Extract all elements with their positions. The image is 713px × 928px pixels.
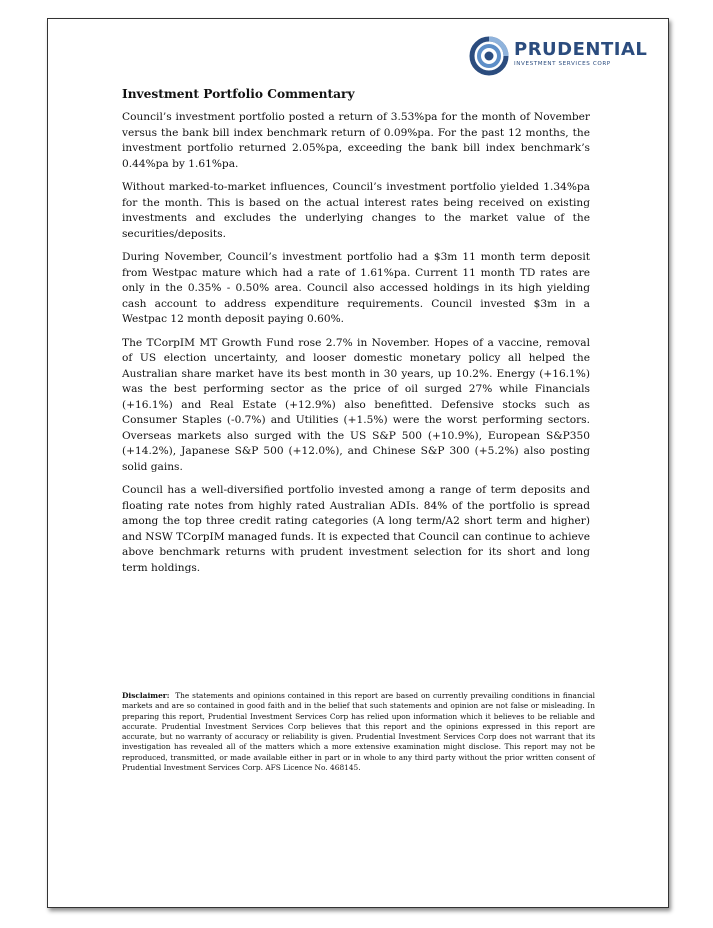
commentary-body bbox=[122, 87, 590, 584]
page-title: Investment Portfolio Commentary bbox=[122, 87, 355, 101]
paragraph-2: Without marked-to-market influences, Council’s investment portfolio yielded 1.34%pa for the month. This is based on the actual interest rates being received on existing investments and excludes the underlying changes to the market value of the securities/deposits. bbox=[122, 181, 590, 240]
disclaimer-label: Disclaimer: bbox=[122, 691, 170, 700]
document-page bbox=[47, 18, 669, 908]
paragraph-3: During November, Council’s investment portfolio had a $3m 11 month term deposit from Westpac mature which had a rate of 1.61%pa. Current 11 month TD rates are only in the 0.35% - 0.50% area. Council also accessed holdings in its high yielding cash account to address expenditure requirements. Council invested $3m in a Westpac 12 month deposit paying 0.60%. bbox=[122, 251, 590, 325]
paragraph-1: Council’s investment portfolio posted a return of 3.53%pa for the month of November versus the bank bill index benchmark return of 0.09%pa. For the past 12 months, the investment portfolio returned 2.05%pa, exceeding the bank bill index benchmark’s 0.44%pa by 1.61%pa. bbox=[122, 111, 590, 170]
prudential-logo-icon bbox=[468, 35, 510, 77]
logo-subtitle: INVESTMENT SERVICES CORP bbox=[514, 61, 611, 67]
logo-name: PRUDENTIAL bbox=[514, 39, 648, 60]
company-logo bbox=[468, 35, 648, 79]
paragraph-5: Council has a well-diversified portfolio invested among a range of term deposits and floating rate notes from highly rated Australian ADIs. 84% of the portfolio is spread among the top three credit rating categories (A long term/A2 short term and higher) and NSW TCorpIM managed funds. It is expected that Council can continue to achieve above benchmark returns with prudent investment selection for its short and long term holdings. bbox=[122, 484, 590, 574]
paragraph-4: The TCorpIM MT Growth Fund rose 2.7% in November. Hopes of a vaccine, removal of US election uncertainty, and looser domestic monetary policy all helped the Australian share market have its best month in 30 years, up 10.2%. Energy (+16.1%) was the best performing sector as the price of oil surged 27% while Financials (+16.1%) and Real Estate (+12.9%) also benefitted. Defensive stocks such as Consumer Staples (-0.7%) and Utilities (+1.5%) were the worst performing sectors. Overseas markets also surged with the US S&P 500 (+10.9%), European S&P350 (+14.2%), Japanese S&P 500 (+12.0%), and Chinese S&P 300 (+5.2%) also posting solid gains. bbox=[122, 336, 590, 473]
disclaimer-text: The statements and opinions contained in this report are based on currently prevailing conditions in financial markets and are so contained in good faith and in the belief that such statements and opinion are not false or misleading. In preparing this report, Prudential Investment Services Corp has relied upon information which it believes to be reliable and accurate. Prudential Investment Services Corp believes that this report and the opinions expressed in this report are accurate, but no warranty of accuracy or reliability is given. Prudential Investment Services Corp does not warrant that its investigation has revealed all of the matters which a more extensive examination might disclose. This report may not be reproduced, transmitted, or made available either in part or in whole to any third party without the prior written consent of Prudential Investment Services Corp. AFS Licence No. 468145. bbox=[122, 691, 595, 773]
disclaimer bbox=[122, 691, 595, 773]
